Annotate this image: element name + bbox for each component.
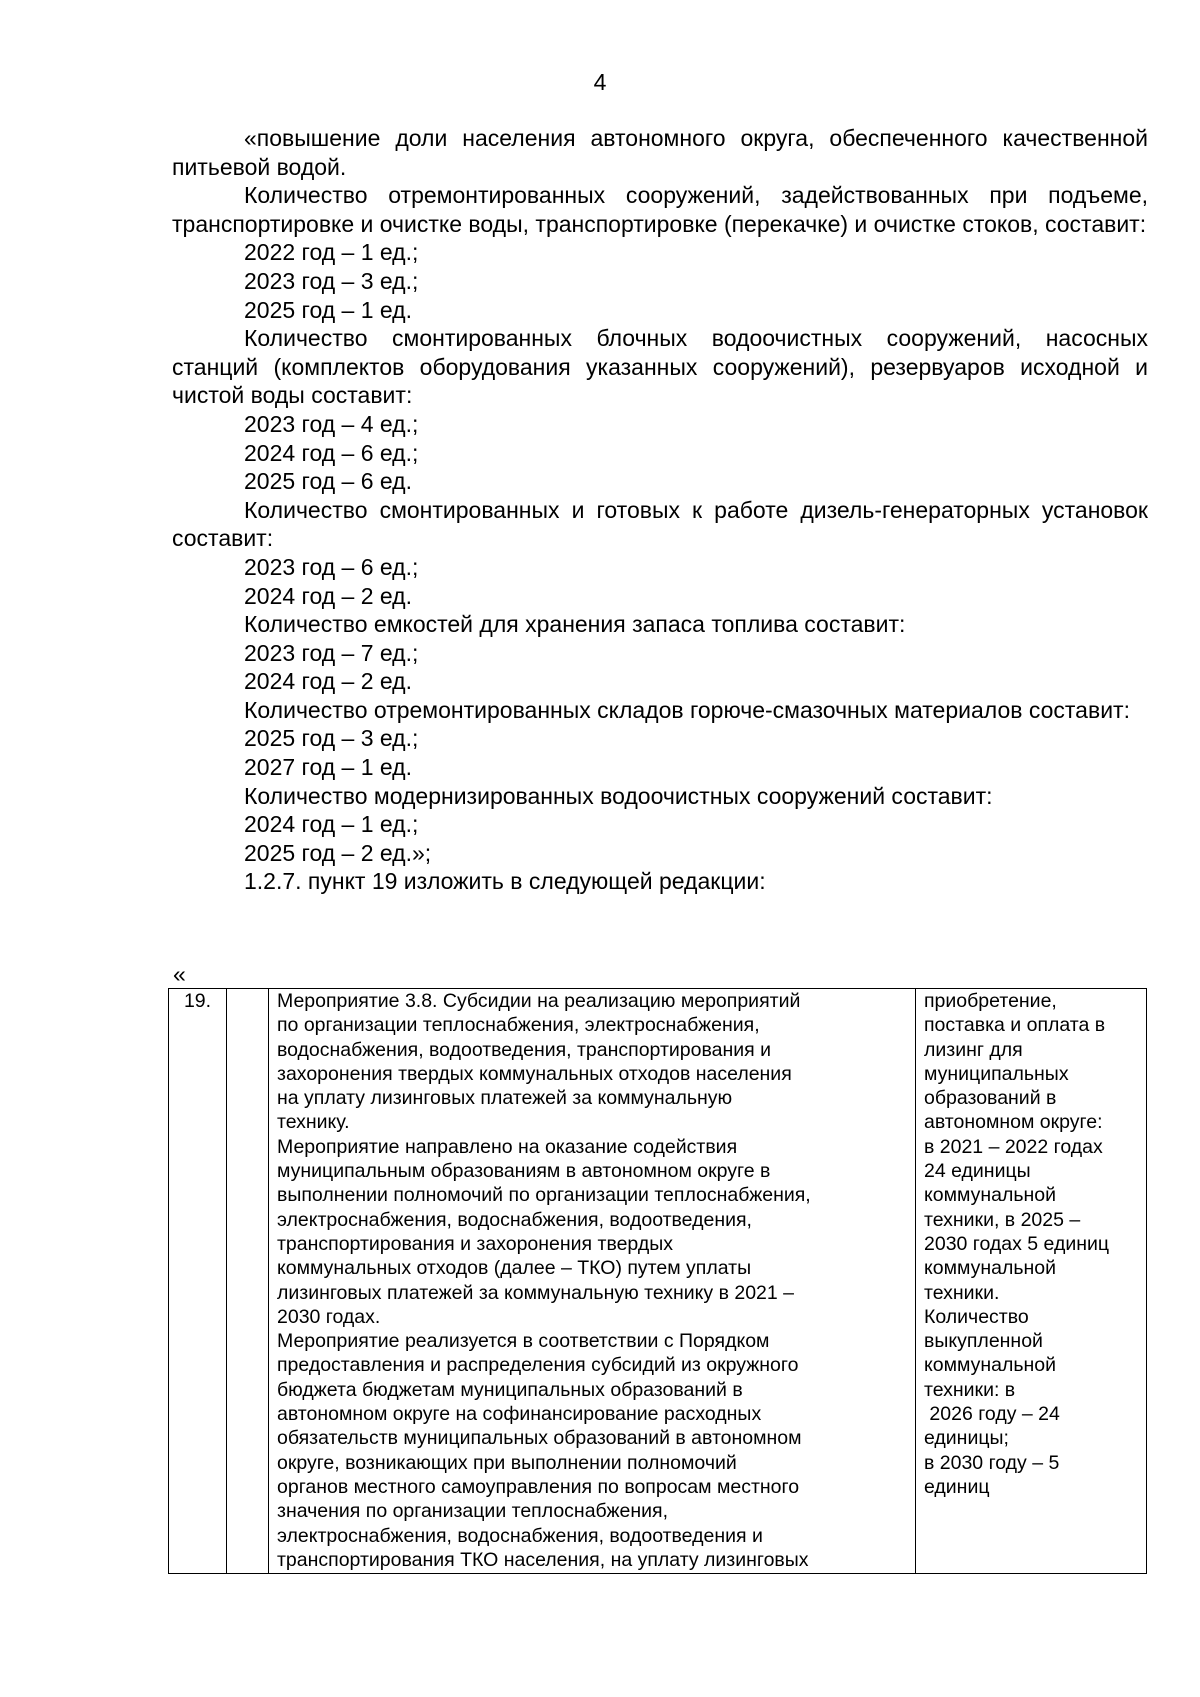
description-line: обязательств муниципальных образований в автономном [277,1427,802,1450]
description-line: значения по организации теплоснабжения, [277,1500,669,1523]
result-line: единиц [924,1475,990,1498]
description-line: водоснабжения, водоотведения, транспортирования и [277,1038,771,1061]
body-text [172,124,1148,896]
result-line: коммунальной [924,1354,1057,1377]
measure-table [168,988,1147,1574]
result-line: в 2021 – 2022 годах [924,1135,1103,1158]
list-item: 2023 год – 4 ед.; [244,410,419,437]
description-line: муниципальным образованиям в автономном округе в [277,1160,771,1183]
list-item: 2024 год – 6 ед.; [244,439,419,466]
description-line: технику. [277,1111,350,1134]
description-line: транспортирования ТКО населения, на уплату лизинговых [277,1548,809,1571]
list-item: 2023 год – 7 ед.; [244,639,419,666]
description-line: 2030 годах. [277,1305,381,1328]
result-line: единицы; [924,1427,1009,1450]
description-line: Мероприятие направлено на оказание содействия [277,1135,738,1158]
body-paragraph: «повышение доли населения автономного округа, обеспеченного качественной питьевой водой. [172,125,1148,180]
description-line: выполнении полномочий по организации теплоснабжения, [277,1184,811,1207]
opening-quote-mark: « [173,961,186,987]
list-item: 2025 год – 3 ед.; [244,725,419,752]
result-line: выкупленной [924,1330,1043,1353]
measure-result-cell [916,989,1147,1574]
description-line: на уплату лизинговых платежей за коммунальную [277,1087,733,1110]
result-line: коммунальной [924,1257,1057,1280]
result-line: в 2030 году – 5 [924,1451,1060,1474]
list-item: 2022 год – 1 ед.; [244,239,419,266]
body-paragraph: Количество смонтированных и готовых к работе дизель-генераторных установок составит: [172,496,1148,552]
description-line: электроснабжения, водоснабжения, водоотведения и [277,1524,763,1547]
description-line: автономном округе на софинансирование расходных [277,1403,762,1426]
result-line: приобретение, [924,990,1057,1012]
description-line: лизинговых платежей за коммунальную технику в 2021 – [277,1281,795,1304]
result-line: образований в [924,1087,1057,1110]
result-line: техники: в [924,1378,1016,1401]
description-line: электроснабжения, водоснабжения, водоотведения, [277,1208,752,1231]
result-line: 2030 годах 5 единиц [924,1232,1110,1255]
list-item: 2024 год – 2 ед. [244,582,412,609]
body-paragraph: Количество отремонтированных складов горюче-смазочных материалов составит: [244,696,1130,723]
description-line: органов местного самоуправления по вопросам местного [277,1475,800,1498]
list-item: 1.2.7. пункт 19 изложить в следующей редакции: [244,868,766,895]
result-line: техники. [924,1281,1000,1304]
description-line: бюджета бюджетам муниципальных образований в [277,1378,743,1401]
measure-description-cell [269,989,916,1574]
result-line: поставка и оплата в [924,1014,1106,1037]
description-line: коммунальных отходов (далее – ТКО) путем уплаты [277,1257,752,1280]
list-item: 2023 год – 3 ед.; [244,267,419,294]
body-paragraph: Количество отремонтированных сооружений, задействованных при подъеме, транспортировке и очистке воды, транспортировке (перекачке) и очистке стоков, составит: [172,182,1148,237]
result-line: муниципальных [924,1062,1069,1085]
empty-cell [227,989,269,1574]
list-item: 2024 год – 2 ед. [244,668,412,695]
description-line: предоставления и распределения субсидий из окружного [277,1354,799,1377]
page-number: 4 [593,69,607,95]
list-item: 2024 год – 1 ед.; [244,811,419,838]
description-line: Мероприятие 3.8. Субсидии на реализацию мероприятий [277,990,801,1012]
result-line: техники, в 2025 – [924,1208,1081,1231]
list-item: 2025 год – 6 ед. [244,468,412,495]
result-line: коммунальной [924,1184,1057,1207]
result-line: автономном округе: [924,1111,1103,1134]
result-line: 2026 году – 24 [924,1403,1060,1426]
description-line: транспортирования и захоронения твердых [277,1232,673,1255]
description-line: Мероприятие реализуется в соответствии с Порядком [277,1330,770,1353]
description-line: по организации теплоснабжения, электроснабжения, [277,1014,760,1037]
body-paragraph: Количество смонтированных блочных водоочистных сооружений, насосных станций (комплектов оборудования указанных сооружений), резервуаров исходной и чистой воды составит: [172,325,1148,409]
list-item: 2025 год – 2 ед.»; [244,839,432,866]
description-line: захоронения твердых коммунальных отходов населения [277,1062,792,1085]
description-line: округе, возникающих при выполнении полномочий [277,1451,737,1474]
body-paragraph: Количество модернизированных водоочистных сооружений составит: [244,782,993,809]
list-item: 2025 год – 1 ед. [244,296,412,323]
table-row [169,989,1147,1574]
row-number-cell: 19. [169,989,227,1574]
list-item: 2023 год – 6 ед.; [244,553,419,580]
result-line: 24 единицы [924,1160,1031,1183]
body-paragraph: Количество емкостей для хранения запаса топлива составит: [244,611,906,638]
list-item: 2027 год – 1 ед. [244,754,412,781]
result-line: Количество [924,1305,1029,1328]
result-line: лизинг для [924,1038,1023,1061]
